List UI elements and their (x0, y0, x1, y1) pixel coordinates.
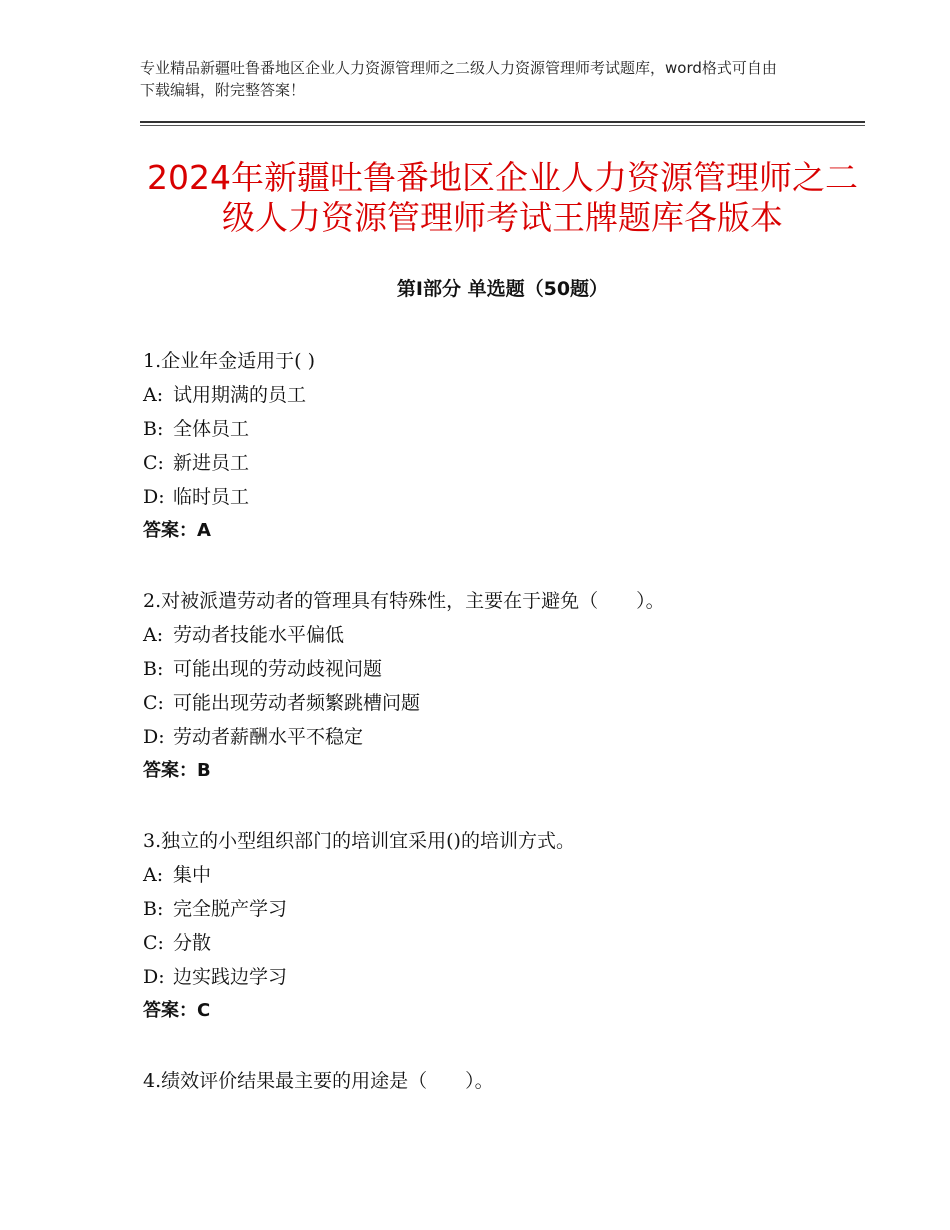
question-3 (143, 824, 863, 1028)
option-key: D: (143, 486, 165, 508)
answer-value: B (197, 760, 211, 781)
answer-label: 答案： (143, 1000, 197, 1021)
answer-label: 答案： (143, 760, 197, 781)
answer-line (143, 994, 863, 1028)
answer-line (143, 514, 863, 548)
option-key: C: (143, 932, 164, 954)
option-text: 临时员工 (173, 486, 250, 508)
answer-value: A (197, 520, 211, 541)
option-c (143, 446, 863, 480)
option-a (143, 378, 863, 412)
question-stem: 3.独立的小型组织部门的培训宜采用()的培训方式。 (143, 830, 575, 852)
option-a (143, 858, 863, 892)
option-text: 分散 (173, 932, 212, 954)
option-key: D: (143, 966, 165, 988)
option-text: 可能出现的劳动歧视问题 (173, 658, 383, 680)
header-note: 专业精品新疆吐鲁番地区企业人力资源管理师之二级人力资源管理师考试题库，word格式可自由下载编辑，附完整答案！ (140, 59, 777, 99)
option-b (143, 892, 863, 926)
option-key: A: (143, 864, 164, 886)
option-d (143, 480, 863, 514)
document-title: 2024年新疆吐鲁番地区企业人力资源管理师之二级人力资源管理师考试王牌题库各版本 (147, 158, 858, 237)
option-text: 新进员工 (173, 452, 250, 474)
option-key: A: (143, 624, 164, 646)
option-text: 全体员工 (173, 418, 250, 440)
option-key: C: (143, 692, 164, 714)
option-d (143, 720, 863, 754)
option-text: 集中 (173, 864, 212, 886)
question-stem: 2.对被派遣劳动者的管理具有特殊性，主要在于避免（ ）。 (143, 590, 665, 612)
question-stem: 4.绩效评价结果最主要的用途是（ ）。 (143, 1070, 494, 1092)
option-text: 边实践边学习 (173, 966, 288, 988)
option-key: B: (143, 898, 164, 920)
option-text: 劳动者技能水平偏低 (173, 624, 345, 646)
option-text: 试用期满的员工 (173, 384, 307, 406)
option-key: B: (143, 418, 164, 440)
option-key: A: (143, 384, 164, 406)
option-text: 劳动者薪酬水平不稳定 (173, 726, 364, 748)
question-2 (143, 584, 863, 788)
header-divider-thick (140, 121, 865, 123)
header-divider-thin (140, 125, 865, 126)
option-text: 完全脱产学习 (173, 898, 288, 920)
answer-label: 答案： (143, 520, 197, 541)
question-4 (143, 1064, 863, 1098)
section-title: 第Ⅰ部分 单选题（50题） (396, 278, 609, 300)
option-d (143, 960, 863, 994)
option-key: B: (143, 658, 164, 680)
answer-value: C (197, 1000, 211, 1021)
answer-line (143, 754, 863, 788)
option-key: D: (143, 726, 165, 748)
option-c (143, 686, 863, 720)
option-a (143, 618, 863, 652)
option-key: C: (143, 452, 164, 474)
option-b (143, 412, 863, 446)
question-list (143, 344, 863, 1134)
option-c (143, 926, 863, 960)
option-text: 可能出现劳动者频繁跳槽问题 (173, 692, 421, 714)
question-stem: 1.企业年金适用于( ) (143, 350, 315, 372)
option-b (143, 652, 863, 686)
question-1 (143, 344, 863, 548)
